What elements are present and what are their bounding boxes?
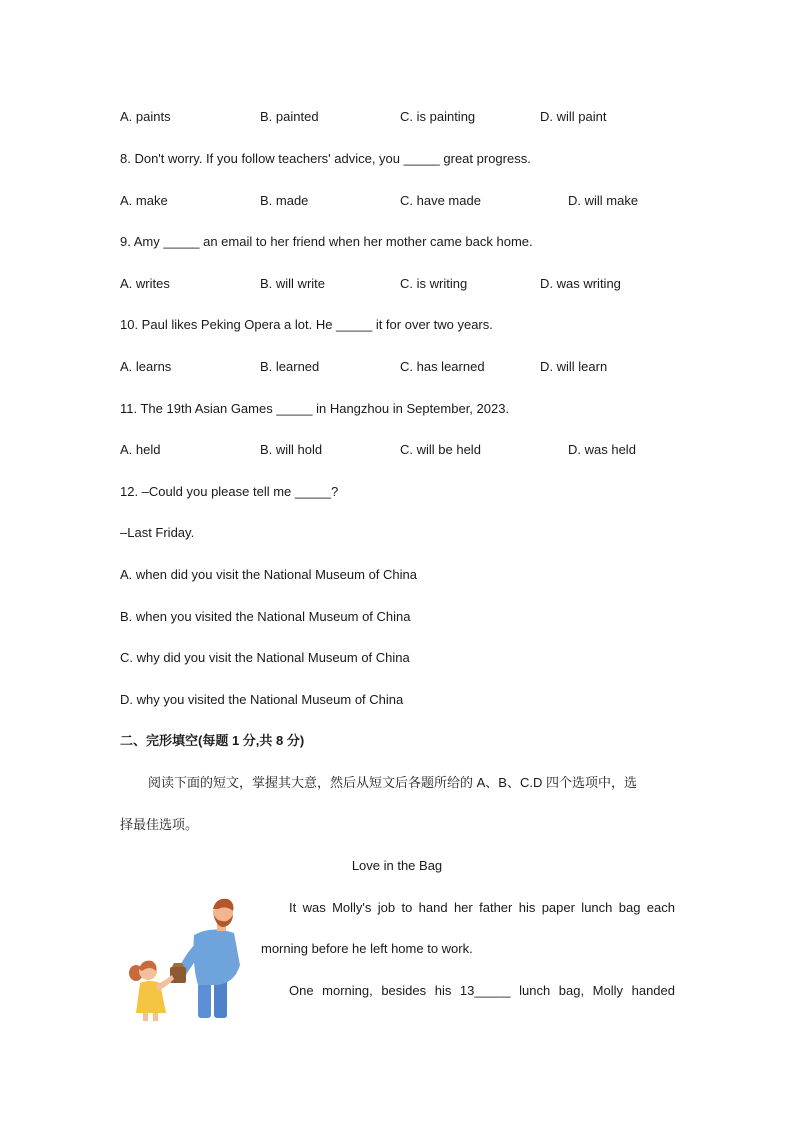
q7-option-b: B. painted xyxy=(260,109,319,124)
q8-option-d: D. will make xyxy=(568,193,639,208)
q10-option-d: D. will learn xyxy=(540,359,608,374)
q11-stem: 11. The 19th Asian Games _____ in Hangzhou in September, 2023. xyxy=(120,401,510,416)
q9-stem: 9. Amy _____ an email to her friend when her mother came back home. xyxy=(120,234,533,249)
q12-option-c: C. why did you visit the National Museum of China xyxy=(120,650,410,665)
q11-option-c: C. will be held xyxy=(400,442,481,457)
q10-option-a: A. learns xyxy=(120,359,172,374)
q8-option-a: A. make xyxy=(120,193,168,208)
para1-line1: It was Molly's job to hand her father his paper lunch bag each xyxy=(289,900,675,915)
section-heading: 二、完形填空(每题 1 分,共 8 分) xyxy=(120,733,305,748)
q7-option-c: C. is painting xyxy=(400,109,476,124)
q12-option-d: D. why you visited the National Museum of China xyxy=(120,692,404,707)
q9-option-b: B. will write xyxy=(260,276,326,291)
passage-title: Love in the Bag xyxy=(351,858,443,873)
q11-option-a: A. held xyxy=(120,442,161,457)
para1-line2: morning before he left home to work. xyxy=(261,941,473,956)
q9-option-a: A. writes xyxy=(120,276,170,291)
q12-option-b: B. when you visited the National Museum of China xyxy=(120,609,411,624)
q8-option-b: B. made xyxy=(260,193,309,208)
q12-stem: 12. –Could you please tell me _____? xyxy=(120,484,339,499)
q9-option-d: D. was writing xyxy=(540,276,621,291)
q10-stem: 10. Paul likes Peking Opera a lot. He _____ it for over two years. xyxy=(120,317,493,332)
q10-option-c: C. has learned xyxy=(400,359,485,374)
father-leg-right xyxy=(214,980,227,1018)
q7-option-a: A. paints xyxy=(120,109,171,124)
instruction-line-1: 阅读下面的短文，掌握其大意，然后从短文后各题所给的 A、B、C.D 四个选项中，选 xyxy=(148,775,637,790)
father-shirt xyxy=(194,929,241,985)
lunch-bag xyxy=(170,967,186,983)
q9-option-c: C. is writing xyxy=(400,276,468,291)
father-daughter-illustration xyxy=(122,895,252,1023)
q12-reply: –Last Friday. xyxy=(120,525,195,540)
q11-option-d: D. was held xyxy=(568,442,636,457)
q8-stem: 8. Don't worry. If you follow teachers' advice, you _____ great progress. xyxy=(120,151,531,166)
para2-line1: One morning, besides his 13_____ lunch bag, Molly handed xyxy=(289,983,675,998)
q8-option-c: C. have made xyxy=(400,193,481,208)
q10-option-b: B. learned xyxy=(260,359,320,374)
q7-option-d: D. will paint xyxy=(540,109,607,124)
q12-option-a: A. when did you visit the National Museum of China xyxy=(120,567,417,582)
father-leg-left xyxy=(198,980,211,1018)
q11-option-b: B. will hold xyxy=(260,442,323,457)
instruction-line-2: 择最佳选项。 xyxy=(120,817,199,832)
